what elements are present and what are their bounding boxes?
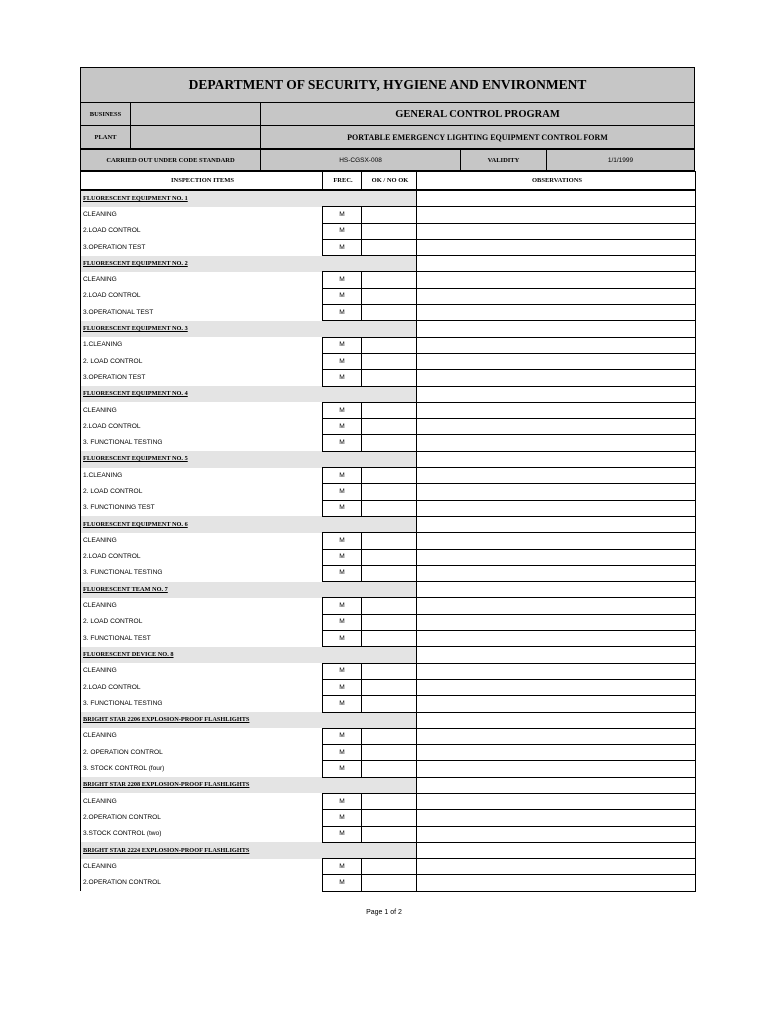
item-frequency: M [323,239,362,255]
observation-cell[interactable] [417,679,696,695]
item-frequency: M [323,223,362,239]
item-name: 2. LOAD CONTROL [81,614,323,630]
item-name: CLEANING [81,793,323,809]
ok-no-ok-cell[interactable] [362,875,417,891]
observation-cell[interactable] [417,353,696,369]
item-name: 2.LOAD CONTROL [81,288,323,304]
item-name: 1.CLEANING [81,468,323,484]
section-ok-cell [362,386,417,402]
section-row [81,386,696,402]
item-row [81,239,696,255]
section-observation-cell[interactable] [417,712,696,728]
item-row [81,728,696,744]
ok-no-ok-cell[interactable] [362,435,417,451]
item-frequency: M [323,207,362,223]
observation-cell[interactable] [417,533,696,549]
item-row [81,631,696,647]
item-name: 3.OPERATION TEST [81,239,323,255]
business-label: BUSINESS [81,103,131,125]
observation-cell[interactable] [417,875,696,891]
section-freq-cell [323,190,362,207]
item-frequency: M [323,272,362,288]
section-observation-cell[interactable] [417,516,696,532]
ok-no-ok-cell[interactable] [362,223,417,239]
standard-code: HS-CGSX-008 [261,150,461,170]
item-row [81,207,696,223]
col-inspection-items: INSPECTION ITEMS [81,172,323,191]
ok-no-ok-cell[interactable] [362,826,417,842]
ok-no-ok-cell[interactable] [362,696,417,712]
observation-cell[interactable] [417,549,696,565]
ok-no-ok-cell[interactable] [362,207,417,223]
section-title: FLUORESCENT DEVICE NO. 8 [81,647,323,663]
section-observation-cell[interactable] [417,842,696,858]
table-body [81,190,696,891]
item-row [81,435,696,451]
plant-field[interactable] [131,126,261,148]
section-observation-cell[interactable] [417,256,696,272]
item-frequency: M [323,761,362,777]
item-row [81,223,696,239]
section-row [81,190,696,207]
item-frequency: M [323,484,362,500]
observation-cell[interactable] [417,500,696,516]
item-name: CLEANING [81,533,323,549]
table-header-row [81,172,696,191]
plant-label: PLANT [81,126,131,148]
col-frequency: FREC. [323,172,362,191]
item-frequency: M [323,663,362,679]
item-name: 2. LOAD CONTROL [81,484,323,500]
ok-no-ok-cell[interactable] [362,468,417,484]
section-observation-cell[interactable] [417,777,696,793]
ok-no-ok-cell[interactable] [362,500,417,516]
item-frequency: M [323,793,362,809]
item-name: CLEANING [81,207,323,223]
ok-no-ok-cell[interactable] [362,679,417,695]
col-ok-no-ok: OK / NO OK [362,172,417,191]
standard-label: CARRIED OUT UNDER CODE STANDARD [81,150,261,170]
observation-cell[interactable] [417,402,696,418]
item-frequency: M [323,305,362,321]
validity-date: 1/1/1999 [607,156,634,164]
observation-cell[interactable] [417,859,696,875]
section-freq-cell [323,647,362,663]
item-row [81,679,696,695]
section-freq-cell [323,582,362,598]
item-name: 1.CLEANING [81,337,323,353]
observation-cell[interactable] [417,288,696,304]
section-ok-cell [362,712,417,728]
item-name: 2.LOAD CONTROL [81,679,323,695]
ok-no-ok-cell[interactable] [362,565,417,581]
item-row [81,810,696,826]
section-title: FLUORESCENT EQUIPMENT NO. 5 [81,451,323,467]
item-frequency: M [323,598,362,614]
item-row [81,859,696,875]
section-row [81,582,696,598]
item-row [81,484,696,500]
item-name: 2.OPERATION CONTROL [81,875,323,891]
item-frequency: M [323,370,362,386]
item-frequency: M [323,859,362,875]
item-frequency: M [323,745,362,761]
item-frequency: M [323,826,362,842]
section-observation-cell[interactable] [417,647,696,663]
section-title: FLUORESCENT EQUIPMENT NO. 6 [81,516,323,532]
ok-no-ok-cell[interactable] [362,402,417,418]
ok-no-ok-cell[interactable] [362,810,417,826]
observation-cell[interactable] [417,696,696,712]
item-row [81,761,696,777]
item-row [81,549,696,565]
section-freq-cell [323,451,362,467]
item-name: 3. STOCK CONTROL (four) [81,761,323,777]
ok-no-ok-cell[interactable] [362,484,417,500]
section-ok-cell [362,321,417,337]
section-freq-cell [323,712,362,728]
section-ok-cell [362,842,417,858]
section-title: BRIGHT STAR 2224 EXPLOSION-PROOF FLASHLIGHTS [81,842,323,858]
validity-label: VALIDITY [461,150,547,170]
observation-cell[interactable] [417,631,696,647]
section-title: BRIGHT STAR 2206 EXPLOSION-PROOF FLASHLIGHTS [81,712,323,728]
ok-no-ok-cell[interactable] [362,728,417,744]
ok-no-ok-cell[interactable] [362,272,417,288]
item-name: CLEANING [81,663,323,679]
item-row [81,468,696,484]
section-row [81,647,696,663]
ok-no-ok-cell[interactable] [362,288,417,304]
item-name: 3. FUNCTIONAL TESTING [81,435,323,451]
item-frequency: M [323,500,362,516]
item-row [81,419,696,435]
section-observation-cell[interactable] [417,582,696,598]
observation-cell[interactable] [417,663,696,679]
ok-no-ok-cell[interactable] [362,353,417,369]
item-frequency: M [323,288,362,304]
standard-row [80,148,695,171]
item-frequency: M [323,353,362,369]
item-name: 3. FUNCTIONAL TEST [81,631,323,647]
item-row [81,826,696,842]
item-frequency: M [323,419,362,435]
observation-cell[interactable] [417,745,696,761]
section-title: FLUORESCENT EQUIPMENT NO. 2 [81,256,323,272]
item-row [81,565,696,581]
item-name: 2.LOAD CONTROL [81,549,323,565]
observation-cell[interactable] [417,435,696,451]
form-name: PORTABLE EMERGENCY LIGHTING EQUIPMENT CONTROL FORM [347,132,608,142]
business-row [80,102,695,125]
inspection-table [80,171,696,892]
item-frequency: M [323,533,362,549]
page-number: Page 1 of 2 [366,909,402,916]
item-row [81,288,696,304]
observation-cell[interactable] [417,272,696,288]
section-freq-cell [323,842,362,858]
ok-no-ok-cell[interactable] [362,549,417,565]
item-name: 2. LOAD CONTROL [81,353,323,369]
ok-no-ok-cell[interactable] [362,419,417,435]
section-row [81,451,696,467]
observation-cell[interactable] [417,305,696,321]
section-ok-cell [362,516,417,532]
item-frequency: M [323,402,362,418]
item-row [81,533,696,549]
section-observation-cell[interactable] [417,386,696,402]
section-row [81,777,696,793]
item-row [81,745,696,761]
section-title: FLUORESCENT EQUIPMENT NO. 3 [81,321,323,337]
section-title: FLUORESCENT EQUIPMENT NO. 4 [81,386,323,402]
item-row [81,875,696,891]
program-title: GENERAL CONTROL PROGRAM [395,108,560,120]
ok-no-ok-cell[interactable] [362,663,417,679]
item-name: 3.STOCK CONTROL (two) [81,826,323,842]
observation-cell[interactable] [417,239,696,255]
observation-cell[interactable] [417,793,696,809]
item-name: 2.OPERATION CONTROL [81,810,323,826]
item-name: 2.LOAD CONTROL [81,419,323,435]
item-frequency: M [323,810,362,826]
item-name: 2.LOAD CONTROL [81,223,323,239]
item-frequency: M [323,728,362,744]
item-row [81,272,696,288]
item-name: 3. FUNCTIONAL TESTING [81,696,323,712]
item-name: CLEANING [81,272,323,288]
item-row [81,305,696,321]
section-row [81,712,696,728]
ok-no-ok-cell[interactable] [362,761,417,777]
ok-no-ok-cell[interactable] [362,337,417,353]
item-frequency: M [323,614,362,630]
item-frequency: M [323,549,362,565]
item-name: 3.OPERATIONAL TEST [81,305,323,321]
item-name: CLEANING [81,859,323,875]
item-row [81,370,696,386]
plant-row [80,125,695,148]
ok-no-ok-cell[interactable] [362,305,417,321]
item-frequency: M [323,337,362,353]
observation-cell[interactable] [417,598,696,614]
section-observation-cell[interactable] [417,451,696,467]
section-freq-cell [323,516,362,532]
section-ok-cell [362,777,417,793]
item-frequency: M [323,468,362,484]
item-row [81,500,696,516]
observation-cell[interactable] [417,484,696,500]
observation-cell[interactable] [417,207,696,223]
control-form [80,67,695,892]
business-field[interactable] [131,103,261,125]
section-freq-cell [323,386,362,402]
section-title: BRIGHT STAR 2208 EXPLOSION-PROOF FLASHLIGHTS [81,777,323,793]
ok-no-ok-cell[interactable] [362,239,417,255]
item-name: 3.OPERATION TEST [81,370,323,386]
section-observation-cell[interactable] [417,321,696,337]
item-name: CLEANING [81,402,323,418]
item-frequency: M [323,696,362,712]
item-name: CLEANING [81,598,323,614]
observation-cell[interactable] [417,223,696,239]
item-row [81,337,696,353]
item-frequency: M [323,631,362,647]
section-observation-cell[interactable] [417,190,696,207]
section-row [81,256,696,272]
item-row [81,663,696,679]
observation-cell[interactable] [417,826,696,842]
item-row [81,614,696,630]
ok-no-ok-cell[interactable] [362,745,417,761]
item-row [81,696,696,712]
item-row [81,793,696,809]
item-name: 2. OPERATION CONTROL [81,745,323,761]
item-frequency: M [323,565,362,581]
item-name: 3. FUNCTIONING TEST [81,500,323,516]
section-ok-cell [362,647,417,663]
section-ok-cell [362,582,417,598]
observation-cell[interactable] [417,565,696,581]
observation-cell[interactable] [417,337,696,353]
observation-cell[interactable] [417,761,696,777]
item-name: 3. FUNCTIONAL TESTING [81,565,323,581]
ok-no-ok-cell[interactable] [362,631,417,647]
observation-cell[interactable] [417,728,696,744]
observation-cell[interactable] [417,419,696,435]
ok-no-ok-cell[interactable] [362,370,417,386]
section-row [81,321,696,337]
item-frequency: M [323,875,362,891]
observation-cell[interactable] [417,614,696,630]
ok-no-ok-cell[interactable] [362,533,417,549]
department-title: DEPARTMENT OF SECURITY, HYGIENE AND ENVIRONMENT [80,67,695,102]
item-name: CLEANING [81,728,323,744]
section-ok-cell [362,451,417,467]
observation-cell[interactable] [417,468,696,484]
section-ok-cell [362,256,417,272]
col-observations: OBSERVATIONS [417,172,696,191]
observation-cell[interactable] [417,810,696,826]
section-freq-cell [323,321,362,337]
section-freq-cell [323,256,362,272]
section-title: FLUORESCENT TEAM NO. 7 [81,582,323,598]
section-freq-cell [323,777,362,793]
item-row [81,353,696,369]
section-title: FLUORESCENT EQUIPMENT NO. 1 [81,190,323,207]
item-row [81,598,696,614]
item-frequency: M [323,679,362,695]
ok-no-ok-cell[interactable] [362,793,417,809]
ok-no-ok-cell[interactable] [362,859,417,875]
item-frequency: M [323,435,362,451]
section-row [81,516,696,532]
item-row [81,402,696,418]
ok-no-ok-cell[interactable] [362,598,417,614]
ok-no-ok-cell[interactable] [362,614,417,630]
section-ok-cell [362,190,417,207]
section-row [81,842,696,858]
observation-cell[interactable] [417,370,696,386]
